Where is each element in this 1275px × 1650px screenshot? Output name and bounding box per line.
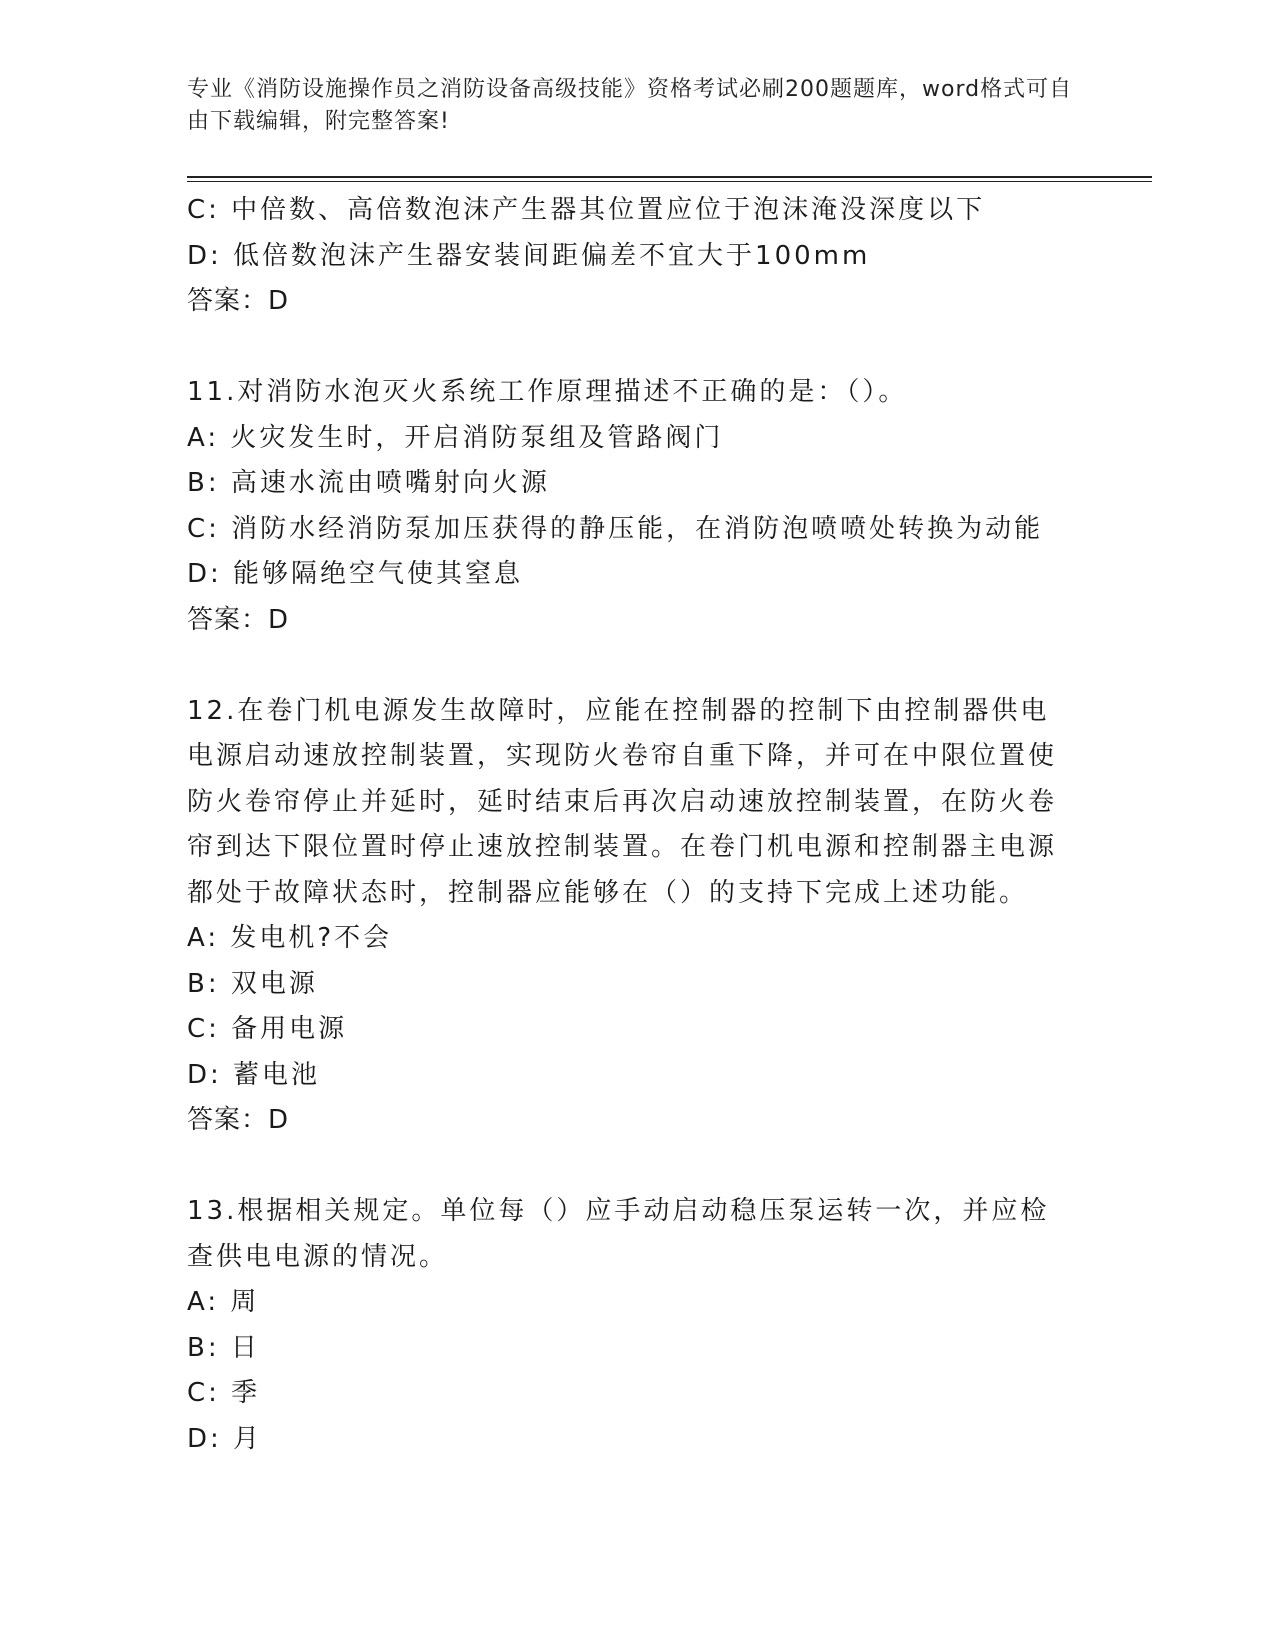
question-11 (187, 370, 1087, 643)
spacer (187, 1144, 1087, 1190)
option-d: D: 低倍数泡沫产生器安装间距偏差不宜大于100mm (187, 240, 871, 271)
option-c: C: 季 (187, 1378, 261, 1408)
answer: 答案：D (187, 604, 290, 635)
answer: 答案：D (187, 286, 290, 316)
question-13 (187, 1189, 1087, 1462)
question-stem: 13.根据相关规定。单位每（）应手动启动稳压泵运转一次，并应检查供电电源的情况。 (187, 1196, 1050, 1272)
option-a: A: 周 (187, 1287, 260, 1317)
question-stem: 11.对消防水泡灭火系统工作原理描述不正确的是：（）。 (187, 377, 908, 407)
spacer (187, 643, 1087, 689)
option-a: A: 火灾发生时，开启消防泵组及管路阀门 (187, 422, 724, 453)
answer: 答案：D (187, 1105, 290, 1135)
header-rule-thin (187, 181, 1152, 182)
option-c: C: 消防水经消防泵加压获得的静压能，在消防泡喷喷处转换为动能 (187, 513, 1044, 544)
page-header: 专业《消防设施操作员之消防设备高级技能》资格考试必刷200题题库，word格式可自由下载编辑，附完整答案! (187, 77, 1073, 134)
option-d: D: 蓄电池 (187, 1059, 321, 1090)
option-d: D: 能够隔绝空气使其窒息 (187, 559, 524, 589)
question-stem: 12.在卷门机电源发生故障时，应能在控制器的控制下由控制器供电电源启动速放控制装置，实现防火卷帘自重下降，并可在中限位置使防火卷帘停止并延时，延时结束后再次启动速放控制装置，在防火卷帘到达下限位置时停止速放控制装置。在卷门机电源和控制器主电源都处于故障状态时，控制器应能够在（）的支持下完成上述功能。 (187, 695, 1058, 908)
spacer (187, 325, 1087, 371)
option-b: B: 日 (187, 1332, 260, 1363)
option-b: B: 双电源 (187, 968, 318, 999)
question-content (187, 188, 1087, 1462)
option-c: C: 中倍数、高倍数泡沫产生器其位置应位于泡沫淹没深度以下 (187, 195, 986, 225)
option-d: D: 月 (187, 1423, 263, 1454)
header-rule-thick (187, 176, 1152, 178)
option-b: B: 高速水流由喷嘴射向火源 (187, 468, 550, 498)
option-c: C: 备用电源 (187, 1014, 348, 1044)
question-12 (187, 689, 1087, 1144)
option-a: A: 发电机?不会 (187, 923, 393, 953)
